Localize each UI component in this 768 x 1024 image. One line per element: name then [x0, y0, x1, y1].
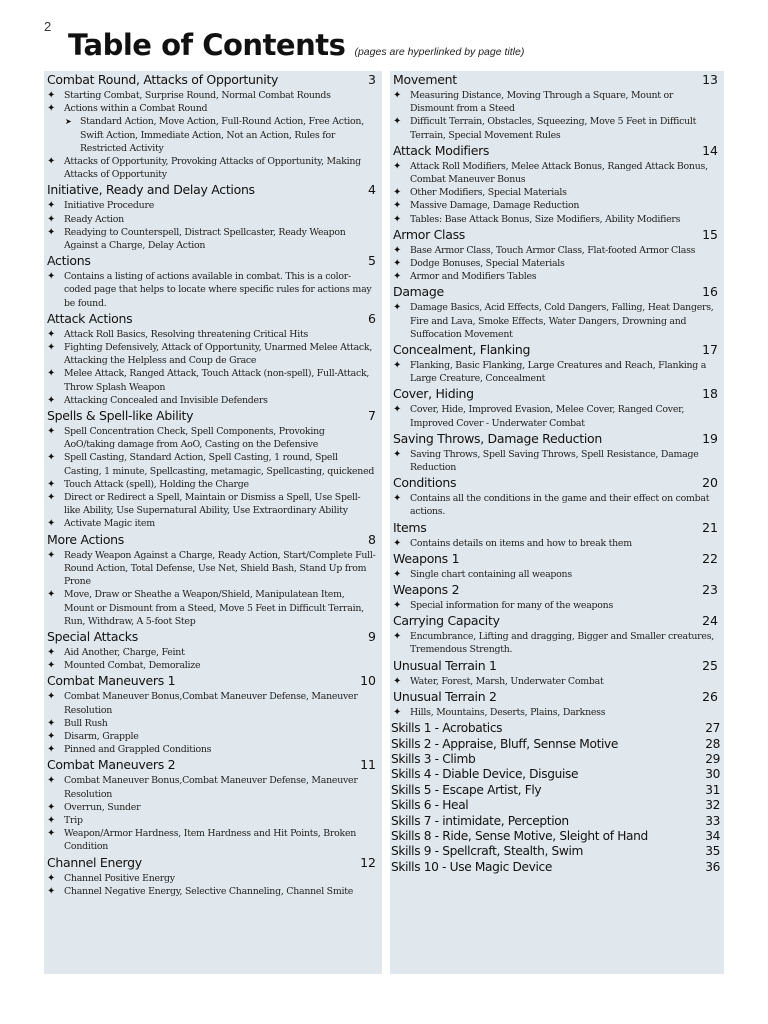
- skill-page-number: 35: [705, 844, 720, 859]
- list-item: ✦ Attacking Concealed and Invisible Defenders: [46, 394, 380, 407]
- skill-link[interactable]: [390, 752, 724, 767]
- toc-section: [390, 520, 724, 550]
- list-item: ✦ Armor and Modifiers Tables: [392, 270, 722, 283]
- list-item: ✦ Difficult Terrain, Obstacles, Squeezing, Move 5 Feet in Difficult Terrain, Special Movement Rules: [392, 115, 722, 141]
- list-item: ✦ Readying to Counterspell, Distract Spellcaster, Ready Weapon Against a Charge, Delay Action: [46, 226, 380, 252]
- list-item: ✦ Bull Rush: [46, 717, 380, 730]
- list-item: ✦ Direct or Redirect a Spell, Maintain or Dismiss a Spell, Use Spell-like Ability, Use Supernatural Ability, Use Extraordinary Ability: [46, 491, 380, 517]
- section-item-list: [46, 425, 380, 531]
- toc-section: [44, 673, 382, 756]
- skill-title[interactable]: Skills 5 - Escape Artist, Fly: [391, 782, 542, 797]
- section-item-list: [392, 706, 722, 719]
- section-page-number: 18: [702, 386, 718, 402]
- list-item: ✦ Ready Weapon Against a Charge, Ready Action, Start/Complete Full-Round Action, Total Defense, Use Net, Shield Bash, Stand Up from Prone: [46, 549, 380, 589]
- toc-section: [44, 629, 382, 672]
- skills-list: [390, 721, 724, 875]
- skill-link[interactable]: [390, 844, 724, 859]
- toc-section: [44, 311, 382, 407]
- section-title[interactable]: Carrying Capacity: [393, 613, 500, 629]
- section-title[interactable]: More Actions: [47, 531, 125, 547]
- section-item-list: [392, 675, 722, 688]
- skill-link[interactable]: [390, 721, 724, 736]
- section-link[interactable]: [392, 613, 722, 629]
- section-page-number: 10: [360, 673, 376, 689]
- section-title[interactable]: Weapons 1: [393, 550, 460, 566]
- skill-link[interactable]: [390, 737, 724, 752]
- skill-page-number: 31: [705, 782, 720, 797]
- toc-section: [390, 551, 724, 581]
- toc-section: [390, 475, 724, 518]
- list-item: ✦ Channel Positive Energy: [46, 872, 380, 885]
- page-title: Table of Contents: [68, 28, 346, 62]
- section-page-number: 20: [702, 475, 718, 491]
- list-item: ✦ Spell Concentration Check, Spell Components, Provoking AoO/taking damage from AoO, Casting on the Defensive: [46, 425, 380, 451]
- skill-title[interactable]: Skills 3 - Climb: [391, 751, 476, 766]
- skill-link[interactable]: [390, 829, 724, 844]
- section-title[interactable]: Special Attacks: [47, 628, 138, 644]
- toc-right-sections: [390, 72, 724, 719]
- section-link[interactable]: [392, 582, 722, 598]
- section-item-list: [392, 599, 722, 612]
- list-item: ✦ Massive Damage, Damage Reduction: [392, 199, 722, 212]
- skill-page-number: 34: [705, 828, 720, 843]
- section-link[interactable]: [46, 182, 380, 198]
- section-page-number: 11: [360, 757, 376, 773]
- list-item: ✦ Encumbrance, Lifting and dragging, Bigger and Smaller creatures, Tremendous Strength.: [392, 630, 722, 656]
- toc-section: [44, 757, 382, 853]
- toc-section: [390, 582, 724, 612]
- section-title[interactable]: Combat Round, Attacks of Opportunity: [47, 72, 279, 87]
- list-item: ✦ Water, Forest, Marsh, Underwater Combat: [392, 675, 722, 688]
- toc-section: [44, 182, 382, 252]
- toc-section: [390, 386, 724, 429]
- skill-page-number: 27: [705, 721, 720, 736]
- skill-title[interactable]: Skills 2 - Appraise, Bluff, Sennse Motive: [391, 736, 619, 751]
- skill-link[interactable]: [390, 798, 724, 813]
- section-title[interactable]: Combat Maneuvers 2: [47, 757, 176, 773]
- section-item-list: [392, 359, 722, 385]
- section-item-list: [392, 492, 722, 518]
- section-link[interactable]: [392, 689, 722, 705]
- toc-section: [44, 72, 382, 181]
- list-item: ✦ Fighting Defensively, Attack of Opportunity, Unarmed Melee Attack, Attacking the Helpless and Coup de Grace: [46, 341, 380, 367]
- section-title[interactable]: Saving Throws, Damage Reduction: [393, 430, 602, 446]
- skill-page-number: 29: [705, 751, 720, 766]
- skill-title[interactable]: Skills 4 - Diable Device, Disguise: [391, 767, 579, 782]
- section-link[interactable]: [46, 408, 380, 424]
- toc-section: [390, 431, 724, 474]
- toc-section: [390, 613, 724, 656]
- toc-section: [44, 253, 382, 310]
- section-page-number: 3: [368, 72, 376, 87]
- section-page-number: 24: [702, 613, 718, 629]
- section-title[interactable]: Conditions: [393, 475, 457, 491]
- section-page-number: 8: [368, 531, 376, 547]
- list-item: ✦ Contains all the conditions in the game and their effect on combat actions.: [392, 492, 722, 518]
- section-item-list: [46, 270, 380, 310]
- section-title[interactable]: Unusual Terrain 1: [393, 657, 497, 673]
- section-link[interactable]: [392, 284, 722, 300]
- section-item-list: [392, 301, 722, 341]
- toc-section: [390, 658, 724, 688]
- section-link[interactable]: [46, 72, 380, 88]
- list-item: ✦ Aid Another, Charge, Feint: [46, 646, 380, 659]
- toc-section: [390, 342, 724, 385]
- list-item: ✦ Special information for many of the weapons: [392, 599, 722, 612]
- list-item: ✦ Activate Magic item: [46, 517, 380, 530]
- skill-title[interactable]: Skills 6 - Heal: [391, 798, 469, 813]
- list-item: ✦ Tables: Base Attack Bonus, Size Modifiers, Ability Modifiers: [392, 213, 722, 226]
- section-item-list: [392, 448, 722, 474]
- page-number: 2: [44, 19, 52, 34]
- section-page-number: 23: [702, 582, 718, 598]
- section-page-number: 14: [702, 142, 718, 158]
- section-page-number: 15: [702, 226, 718, 242]
- skill-page-number: 30: [705, 767, 720, 782]
- section-link[interactable]: [392, 475, 722, 491]
- toc-section: [44, 855, 382, 898]
- section-title[interactable]: Cover, Hiding: [393, 386, 474, 402]
- list-item: ✦ Ready Action: [46, 213, 380, 226]
- section-title[interactable]: Items: [393, 519, 427, 535]
- section-title[interactable]: Attack Modifiers: [393, 142, 490, 158]
- section-page-number: 9: [368, 628, 376, 644]
- skill-page-number: 36: [705, 859, 720, 874]
- section-item-list: [392, 568, 722, 581]
- section-link[interactable]: [46, 311, 380, 327]
- list-item: ✦ Initiative Procedure: [46, 199, 380, 212]
- section-page-number: 26: [702, 688, 718, 704]
- skill-title[interactable]: Skills 1 - Acrobatics: [391, 721, 503, 736]
- sub-list-item: ➤ Standard Action, Move Action, Full-Round Action, Free Action, Swift Action, Immediate Action, Not an Action, Rules for Restricted Activity: [46, 115, 380, 155]
- list-item: ✦ Contains a listing of actions available in combat. This is a color-coded page that helps to locate where specific rules for actions may be found.: [46, 270, 380, 310]
- list-item: ✦ Trip: [46, 814, 380, 827]
- section-title[interactable]: Weapons 2: [393, 582, 460, 598]
- toc-section: [390, 143, 724, 226]
- toc-left-column: [44, 71, 382, 974]
- list-item: ✦ Combat Maneuver Bonus,Combat Maneuver Defense, Maneuver Resolution: [46, 690, 380, 716]
- list-item: ✦ Flanking, Basic Flanking, Large Creatures and Reach, Flanking a Large Creature, Concealment: [392, 359, 722, 385]
- section-page-number: 17: [702, 342, 718, 358]
- section-title[interactable]: Combat Maneuvers 1: [47, 673, 176, 689]
- section-page-number: 7: [368, 408, 376, 424]
- toc-right-column: [390, 71, 724, 974]
- toc-section: [390, 227, 724, 284]
- page-header: [68, 28, 524, 62]
- section-title[interactable]: Attack Actions: [47, 310, 133, 326]
- list-item: ✦ Attack Roll Basics, Resolving threatening Critical Hits: [46, 328, 380, 341]
- list-item: ✦ Other Modifiers, Special Materials: [392, 186, 722, 199]
- list-item: ✦ Starting Combat, Surprise Round, Normal Combat Rounds: [46, 89, 380, 102]
- list-item: ✦ Melee Attack, Ranged Attack, Touch Attack (non-spell), Full-Attack, Throw Splash Weapon: [46, 367, 380, 393]
- list-item: ✦ Dodge Bonuses, Special Materials: [392, 257, 722, 270]
- skill-link[interactable]: [390, 860, 724, 875]
- section-item-list: [392, 89, 722, 142]
- section-link[interactable]: [392, 658, 722, 674]
- section-item-list: [46, 690, 380, 756]
- toc-section: [44, 532, 382, 628]
- section-page-number: 4: [368, 182, 376, 198]
- list-item: ✦ Attack Roll Modifiers, Melee Attack Bonus, Ranged Attack Bonus, Combat Maneuver Bonus: [392, 160, 722, 186]
- section-link[interactable]: [46, 673, 380, 689]
- page-subtitle: (pages are hyperlinked by page title): [354, 46, 525, 58]
- section-item-list: [392, 537, 722, 550]
- skill-page-number: 28: [705, 736, 720, 751]
- section-link[interactable]: [392, 551, 722, 567]
- list-item: ✦ Single chart containing all weapons: [392, 568, 722, 581]
- section-item-list: [46, 549, 380, 628]
- section-link[interactable]: [392, 72, 722, 88]
- toc-section: [44, 408, 382, 531]
- section-link[interactable]: [46, 629, 380, 645]
- list-item: ✦ Cover, Hide, Improved Evasion, Melee Cover, Ranged Cover, Improved Cover - Underwater Combat: [392, 403, 722, 429]
- skill-link[interactable]: [390, 767, 724, 782]
- list-item: ✦ Contains details on items and how to break them: [392, 537, 722, 550]
- skill-title[interactable]: Skills 8 - Ride, Sense Motive, Sleight of Hand: [391, 828, 648, 843]
- section-title[interactable]: Movement: [393, 72, 457, 87]
- section-item-list: [46, 872, 380, 898]
- list-item: ✦ Hills, Mountains, Deserts, Plains, Darkness: [392, 706, 722, 719]
- list-item: ✦ Channel Negative Energy, Selective Channeling, Channel Smite: [46, 885, 380, 898]
- section-link[interactable]: [46, 253, 380, 269]
- skill-title[interactable]: Skills 7 - intimidate, Perception: [391, 813, 569, 828]
- section-title[interactable]: Unusual Terrain 2: [393, 688, 497, 704]
- section-page-number: 5: [368, 253, 376, 269]
- section-link[interactable]: [46, 532, 380, 548]
- section-link[interactable]: [392, 520, 722, 536]
- list-item: ✦ Measuring Distance, Moving Through a Square, Mount or Dismount from a Steed: [392, 89, 722, 115]
- list-item: ✦ Combat Maneuver Bonus,Combat Maneuver Defense, Maneuver Resolution: [46, 774, 380, 800]
- section-page-number: 21: [702, 519, 718, 535]
- list-item: ✦ Saving Throws, Spell Saving Throws, Spell Resistance, Damage Reduction: [392, 448, 722, 474]
- section-item-list: [392, 160, 722, 226]
- skill-title[interactable]: Skills 9 - Spellcraft, Stealth, Swim: [391, 844, 584, 859]
- section-link[interactable]: [392, 431, 722, 447]
- skill-link[interactable]: [390, 783, 724, 798]
- list-item: ✦ Mounted Combat, Demoralize: [46, 659, 380, 672]
- section-title[interactable]: Armor Class: [393, 226, 465, 242]
- section-item-list: [46, 199, 380, 252]
- list-item: ✦ Pinned and Grappled Conditions: [46, 743, 380, 756]
- section-item-list: [46, 328, 380, 407]
- section-title[interactable]: Channel Energy: [47, 854, 142, 870]
- section-page-number: 12: [360, 854, 376, 870]
- list-item: ✦ Spell Casting, Standard Action, Spell Casting, 1 round, Spell Casting, 1 minute, Spellcasting, metamagic, Spellcasting, quickened: [46, 451, 380, 477]
- section-title[interactable]: Damage: [393, 284, 444, 300]
- list-item: ✦ Disarm, Grapple: [46, 730, 380, 743]
- list-item: ✦ Overrun, Sunder: [46, 801, 380, 814]
- section-title[interactable]: Actions: [47, 253, 91, 269]
- section-link[interactable]: [46, 855, 380, 871]
- section-link[interactable]: [392, 342, 722, 358]
- section-title[interactable]: Spells & Spell-like Ability: [47, 408, 194, 424]
- skill-title[interactable]: Skills 10 - Use Magic Device: [391, 859, 553, 874]
- section-page-number: 19: [702, 430, 718, 446]
- section-page-number: 13: [702, 72, 718, 87]
- list-item: ✦ Weapon/Armor Hardness, Item Hardness and Hit Points, Broken Condition: [46, 827, 380, 853]
- section-item-list: [392, 244, 722, 284]
- section-page-number: 22: [702, 550, 718, 566]
- list-item: ✦ Damage Basics, Acid Effects, Cold Dangers, Falling, Heat Dangers, Fire and Lava, Smoke Effects, Water Dangers, Drowning and Suffocation Movement: [392, 301, 722, 341]
- section-item-list: [46, 774, 380, 853]
- section-title[interactable]: Concealment, Flanking: [393, 342, 531, 358]
- list-item: ✦ Touch Attack (spell), Holding the Charge: [46, 478, 380, 491]
- toc-section: [390, 689, 724, 719]
- section-link[interactable]: [392, 227, 722, 243]
- list-item: ✦ Move, Draw or Sheathe a Weapon/Shield, Manipulatean Item, Mount or Dismount from a Steed, Move 5 Feet in Difficult Terrain, Run, Withdraw, A 5-foot Step: [46, 588, 380, 628]
- section-page-number: 6: [368, 310, 376, 326]
- section-item-list: [392, 403, 722, 429]
- section-title[interactable]: Initiative, Ready and Delay Actions: [47, 182, 255, 198]
- section-page-number: 25: [702, 657, 718, 673]
- skill-page-number: 33: [705, 813, 720, 828]
- list-item: ✦ Base Armor Class, Touch Armor Class, Flat-footed Armor Class: [392, 244, 722, 257]
- section-page-number: 16: [702, 284, 718, 300]
- section-link[interactable]: [392, 143, 722, 159]
- section-link[interactable]: [46, 757, 380, 773]
- section-link[interactable]: [392, 386, 722, 402]
- list-item: ✦ Actions within a Combat Round: [46, 102, 380, 115]
- toc-section: [390, 284, 724, 341]
- section-item-list: [392, 630, 722, 656]
- skill-link[interactable]: [390, 814, 724, 829]
- section-item-list: [46, 646, 380, 672]
- list-item: ✦ Attacks of Opportunity, Provoking Attacks of Opportunity, Making Attacks of Opportunity: [46, 155, 380, 181]
- toc-section: [390, 72, 724, 142]
- skill-page-number: 32: [705, 798, 720, 813]
- section-item-list: [46, 89, 380, 181]
